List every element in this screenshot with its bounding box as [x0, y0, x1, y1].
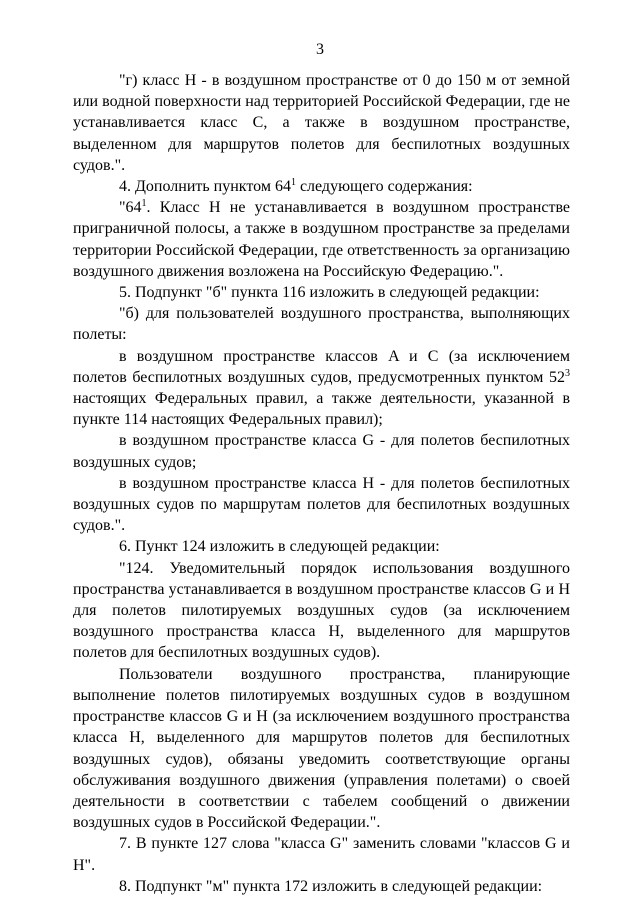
paragraph-text: "124. Уведомительный порядок использования воздушного пространства устанавливается в воздушном пространстве классов G и H для полетов пилотируемых воздушных судов (за исключением воздушного пространства класса H, выделенного для маршрутов полетов для беспилотных воздушных судов). — [73, 559, 570, 662]
page-number: 3 — [316, 41, 324, 58]
paragraph-text: 7. В пункте 127 слова "класса G" заменить словами "классов G и H". — [73, 835, 570, 874]
paragraph — [73, 303, 570, 345]
paragraph — [73, 833, 570, 875]
paragraph-text: следующего содержания: — [295, 178, 473, 196]
superscript: 1 — [141, 198, 147, 210]
paragraph — [73, 430, 570, 472]
paragraph — [73, 536, 570, 557]
superscript: 3 — [565, 367, 570, 379]
paragraph-text: настоящих Федеральных правил, а также деятельности, указанной в пункте 114 настоящих Федеральных правил); — [73, 390, 570, 429]
paragraph-text: 4. Дополнить пунктом 64 — [119, 178, 291, 196]
paragraph-text: 8. Подпункт "м" пункта 172 изложить в следующей редакции: — [119, 877, 543, 895]
paragraph-text: "г) класс H - в воздушном пространстве от 0 до 150 м от земной или водной поверхности над территорией Российской Федерации, где не устанавливается класс C, а также в воздушном пространстве, выделенном для маршрутов полетов для беспилотных воздушных судов.". — [73, 72, 570, 174]
paragraph-text: в воздушном пространстве классов A и C (за исключением полетов беспилотных воздушных судов, предусмотренных пунктом 52 — [73, 347, 570, 386]
paragraph — [73, 346, 570, 431]
paragraph-text: "б) для пользователей воздушного пространства, выполняющих полеты: — [73, 305, 570, 344]
superscript: 1 — [290, 177, 296, 189]
paragraph-text: в воздушном пространстве класса H - для полетов беспилотных воздушных судов по маршрутам полетов для беспилотных воздушных судов.". — [73, 474, 570, 535]
paragraph-text: Пользователи воздушного пространства, планирующие выполнение полетов пилотируемых воздушных судов в воздушном пространстве классов G и H (за исключением воздушного пространства класса H, выделенного для маршрутов полетов для беспилотных воздушных судов), обязаны уведомить соответствующие органы обслуживания воздушного движения (управления полетами) о своей деятельности в соответствии с табелем сообщений о движении воздушных судов в Российской Федерации.". — [73, 665, 570, 832]
paragraph-text: 6. Пункт 124 изложить в следующей редакции: — [119, 538, 440, 556]
paragraph — [73, 876, 570, 897]
paragraph — [73, 70, 570, 176]
paragraph — [73, 558, 570, 664]
paragraph — [73, 473, 570, 537]
paragraph — [73, 664, 570, 834]
paragraph-text: "64 — [119, 199, 142, 217]
document-body — [73, 70, 570, 897]
paragraph — [73, 197, 570, 282]
paragraph-text: . Класс H не устанавливается в воздушном пространстве приграничной полосы, а также в воздушном пространстве за пределами территории Российской Федерации, где ответственность за организацию воздушного движения возложена на Российскую Федерацию.". — [73, 199, 570, 280]
paragraph-text: 5. Подпункт "б" пункта 116 изложить в следующей редакции: — [119, 284, 540, 302]
paragraph — [73, 176, 570, 197]
paragraph-text: в воздушном пространстве класса G - для полетов беспилотных воздушных судов; — [73, 432, 570, 471]
paragraph — [73, 282, 570, 303]
